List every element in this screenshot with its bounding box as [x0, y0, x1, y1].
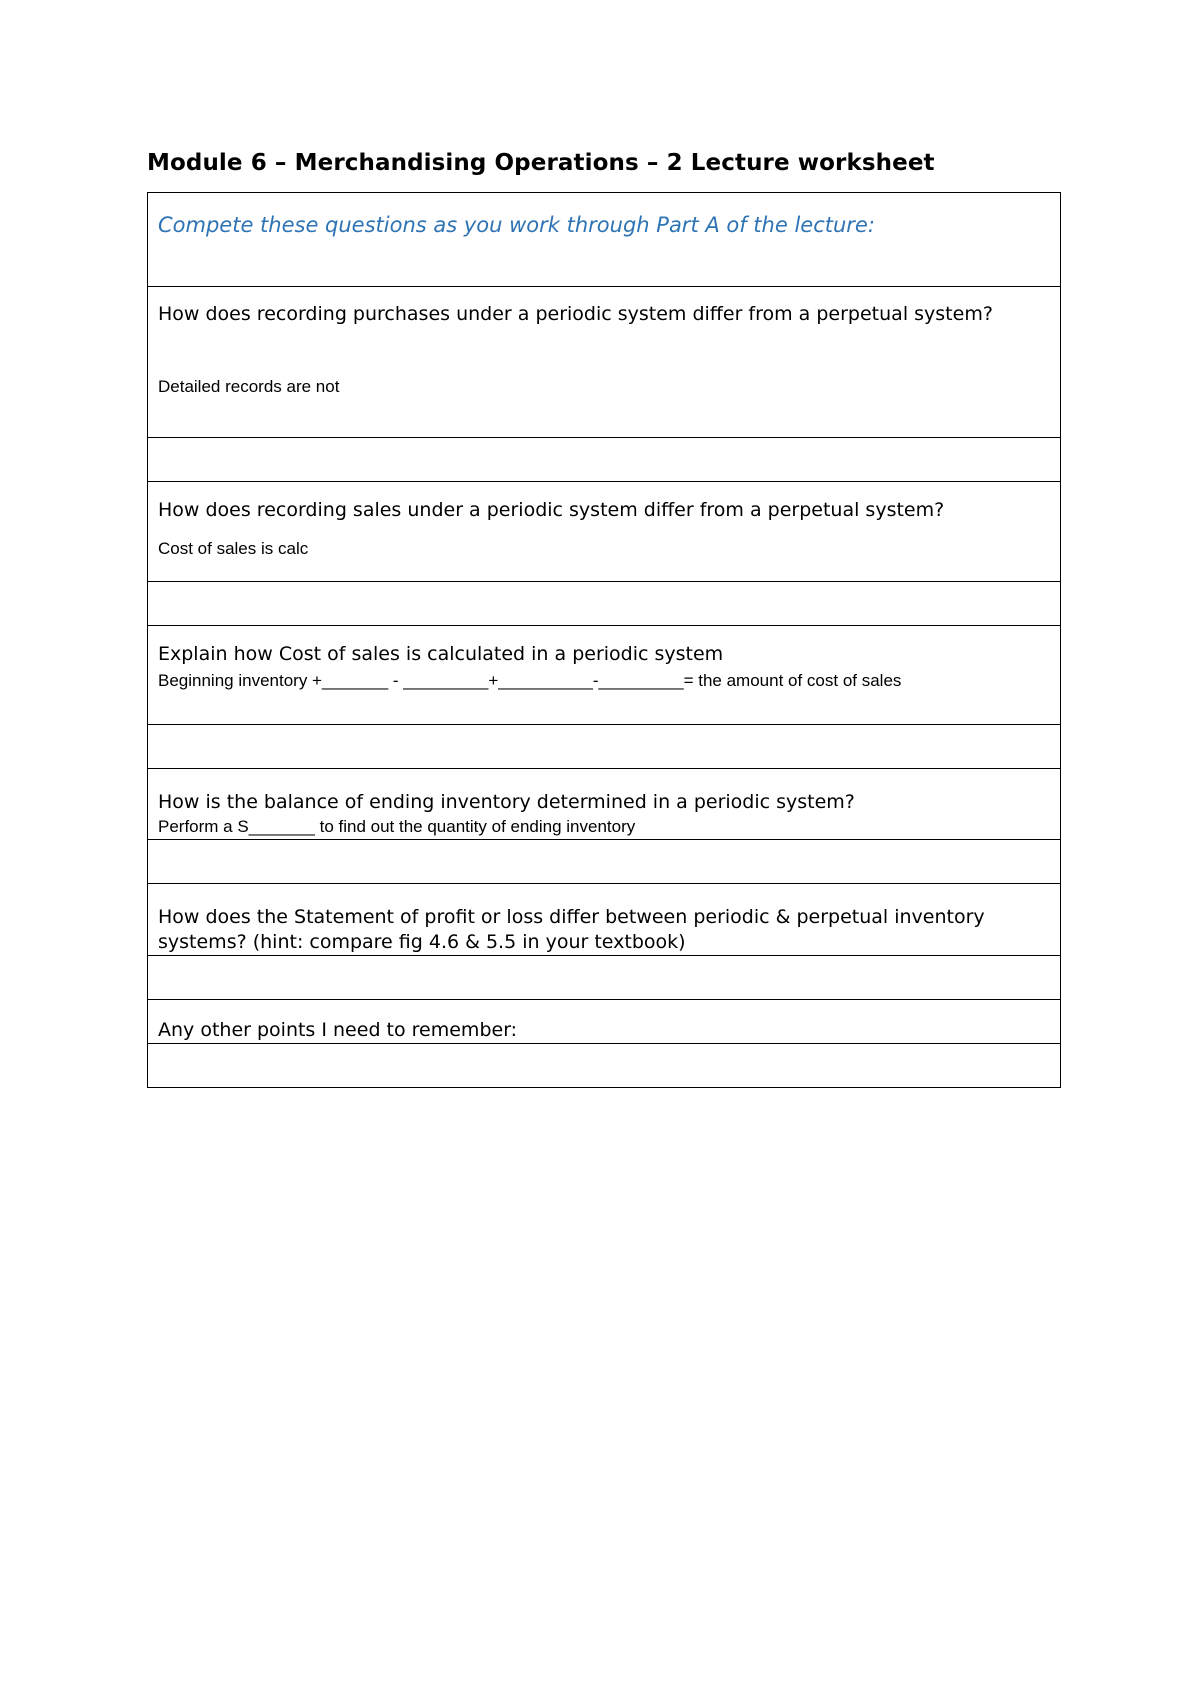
question-cell-6 [148, 1000, 1061, 1044]
question-text: How does recording sales under a periodic system differ from a perpetual system? [158, 499, 945, 521]
intro-row [148, 193, 1061, 287]
page-title: Module 6 – Merchandising Operations – 2 Lecture worksheet [147, 150, 935, 176]
question-row-1 [148, 287, 1061, 438]
question-row-4 [148, 769, 1061, 840]
question-text: How is the balance of ending inventory determined in a periodic system? [158, 791, 855, 813]
answer-text[interactable]: Detailed records are not [158, 377, 340, 396]
answer-row-6 [148, 1044, 1061, 1088]
question-text: How does recording purchases under a periodic system differ from a perpetual system? [158, 303, 993, 325]
answer-row-2 [148, 582, 1061, 626]
answer-text[interactable]: Beginning inventory +_______ - _________+__________-_________= the amount of cost of sales [158, 671, 902, 690]
blank-answer-cell[interactable] [148, 582, 1061, 626]
question-text: Explain how Cost of sales is calculated in a periodic system [158, 643, 724, 665]
worksheet-table [147, 192, 1061, 1088]
answer-row-5 [148, 956, 1061, 1000]
answer-text[interactable]: Perform a S_______ to find out the quantity of ending inventory [158, 817, 636, 836]
blank-answer-cell[interactable] [148, 1044, 1061, 1088]
question-text: Any other points I need to remember: [158, 1019, 518, 1041]
answer-row-4 [148, 840, 1061, 884]
question-cell-1 [148, 287, 1061, 438]
question-cell-2 [148, 482, 1061, 582]
question-text: How does the Statement of profit or loss differ between periodic & perpetual inventory systems? (hint: compare fig 4.6 & 5.5 in your textbook) [158, 906, 985, 953]
blank-answer-cell[interactable] [148, 438, 1061, 482]
blank-answer-cell[interactable] [148, 725, 1061, 769]
question-row-3 [148, 626, 1061, 725]
blank-answer-cell[interactable] [148, 840, 1061, 884]
question-row-6 [148, 1000, 1061, 1044]
question-row-2 [148, 482, 1061, 582]
intro-instruction: Compete these questions as you work through Part A of the lecture: [148, 193, 1061, 287]
answer-text[interactable]: Cost of sales is calc [158, 539, 309, 558]
answer-row-1 [148, 438, 1061, 482]
answer-row-3 [148, 725, 1061, 769]
question-cell-3 [148, 626, 1061, 725]
question-row-5 [148, 884, 1061, 956]
question-cell-5 [148, 884, 1061, 956]
question-cell-4 [148, 769, 1061, 840]
blank-answer-cell[interactable] [148, 956, 1061, 1000]
